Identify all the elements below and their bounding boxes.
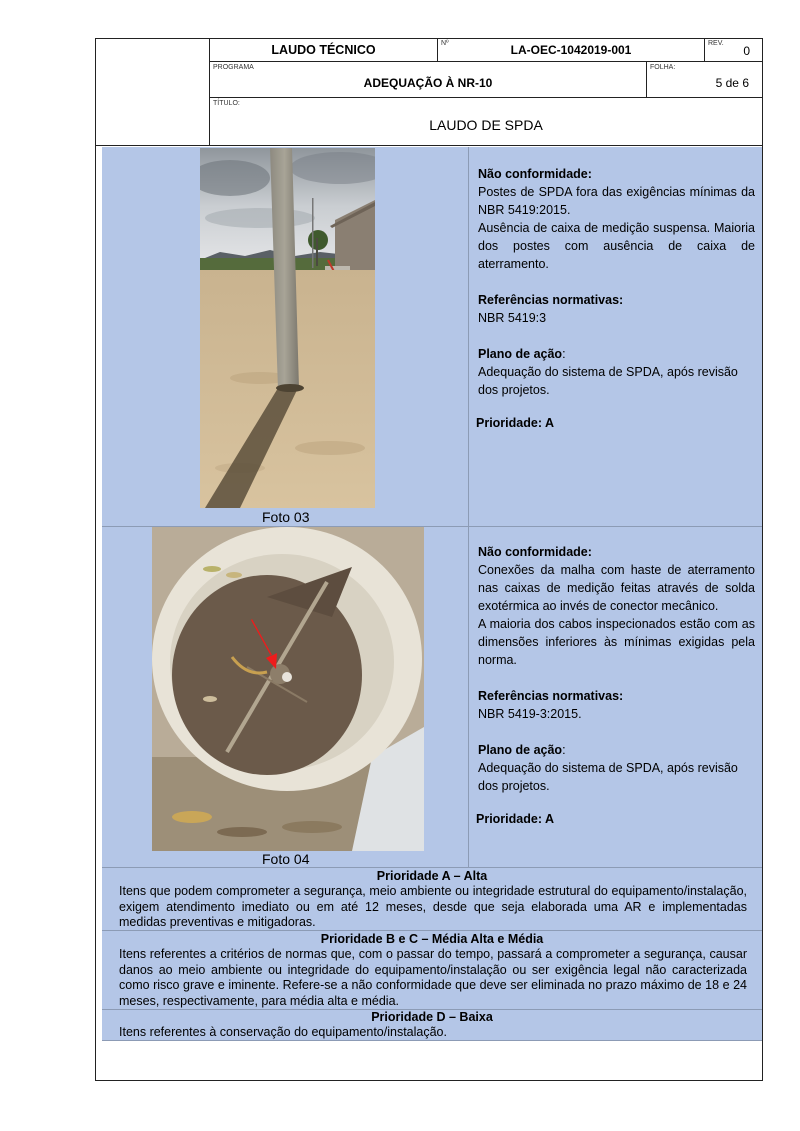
title-cell xyxy=(210,98,763,146)
item-1-details xyxy=(478,165,755,399)
report-title: LAUDO DE SPDA xyxy=(429,117,543,133)
plan-text: Adequação do sistema de SPDA, após revisão dos projetos. xyxy=(478,365,738,397)
item-1-priority xyxy=(476,414,753,432)
pole-photo-image xyxy=(200,148,375,508)
priority-a-text: Itens que podem comprometer a segurança, meio ambiente ou integridade estrutural do equipamento/instalação, exigem atendimento imediato ou em até 12 meses, desde que seja elaborada uma AR e implementadas medidas preventivas e mitigadoras. xyxy=(119,884,747,929)
photo-03 xyxy=(200,148,375,508)
ref-text: NBR 5419-3:2015. xyxy=(478,707,582,721)
sheet-value: 5 de 6 xyxy=(715,76,749,90)
rev-cell xyxy=(705,38,763,62)
sheet-label: FOLHA: xyxy=(650,64,676,71)
priority-d-title: Prioridade D – Baixa xyxy=(371,1010,493,1024)
ref-text: NBR 5419:3 xyxy=(478,311,547,325)
photo-03-caption: Foto 03 xyxy=(262,509,310,525)
nc-heading: Não conformidade: xyxy=(478,167,592,181)
photo-04 xyxy=(152,527,424,851)
priority-legend-d xyxy=(102,1010,762,1041)
doc-type-cell xyxy=(210,38,438,62)
program-value: ADEQUAÇÃO À NR-10 xyxy=(363,76,493,90)
priority-label: Prioridade: A xyxy=(476,416,555,430)
row-divider xyxy=(102,867,762,868)
doc-number: LA-OEC-1042019-001 xyxy=(510,43,632,57)
doc-type: LAUDO TÉCNICO xyxy=(271,43,376,57)
priority-legend-a xyxy=(102,869,762,931)
number-label: Nº xyxy=(441,40,449,47)
rev-value: 0 xyxy=(743,44,750,58)
plan-heading: Plano de ação xyxy=(478,347,563,361)
nc-text: A maioria dos cabos inspecionados estão com as dimensões inferiores às mínimas exigidas pela norma. xyxy=(478,617,755,667)
sheet-cell xyxy=(647,62,763,98)
priority-label: Prioridade: A xyxy=(476,812,555,826)
grounding-box-photo-image xyxy=(152,527,424,851)
nc-text: Ausência de caixa de medição suspensa. Maioria dos postes com ausência de caixa de aterramento. xyxy=(478,221,755,271)
plan-colon: : xyxy=(562,347,566,361)
nc-heading: Não conformidade: xyxy=(478,545,592,559)
ref-heading: Referências normativas: xyxy=(478,689,624,703)
nc-text: Postes de SPDA fora das exigências mínimas da NBR 5419:2015. xyxy=(478,185,755,217)
plan-colon: : xyxy=(562,743,566,757)
program-cell xyxy=(210,62,647,98)
column-divider xyxy=(468,147,469,867)
program-label: PROGRAMA xyxy=(213,64,254,71)
priority-legend-bc xyxy=(102,932,762,1009)
item-2-details xyxy=(478,543,755,795)
priority-bc-text: Itens referentes a critérios de normas que, com o passar do tempo, passará a comprometer a segurança, causar danos ao meio ambiente ou integridade do equipamento/instalação ou ser exigência legal não caracterizada como risco grave e iminente. Refere-se a não conformidade que deve ser eliminada no prazo máximo de 18 e 24 meses, respectivamente, para média alta e média. xyxy=(119,947,747,1008)
title-label: TÍTULO: xyxy=(213,100,240,107)
number-cell xyxy=(438,38,705,62)
nc-text: Conexões da malha com haste de aterramento nas caixas de medição feitas através de solda exotérmica ao invés de conector mecânico. xyxy=(478,563,755,613)
document-header xyxy=(95,38,763,146)
photo-04-caption: Foto 04 xyxy=(262,851,310,867)
rev-label: REV. xyxy=(708,40,724,47)
priority-bc-title: Prioridade B e C – Média Alta e Média xyxy=(320,932,544,946)
ref-heading: Referências normativas: xyxy=(478,293,624,307)
logo-cell xyxy=(95,38,210,146)
plan-text: Adequação do sistema de SPDA, após revisão dos projetos. xyxy=(478,761,738,793)
priority-a-title: Prioridade A – Alta xyxy=(376,869,488,883)
plan-heading: Plano de ação xyxy=(478,743,563,757)
priority-d-text: Itens referentes à conservação do equipamento/instalação. xyxy=(119,1025,447,1039)
item-2-priority xyxy=(476,810,753,828)
